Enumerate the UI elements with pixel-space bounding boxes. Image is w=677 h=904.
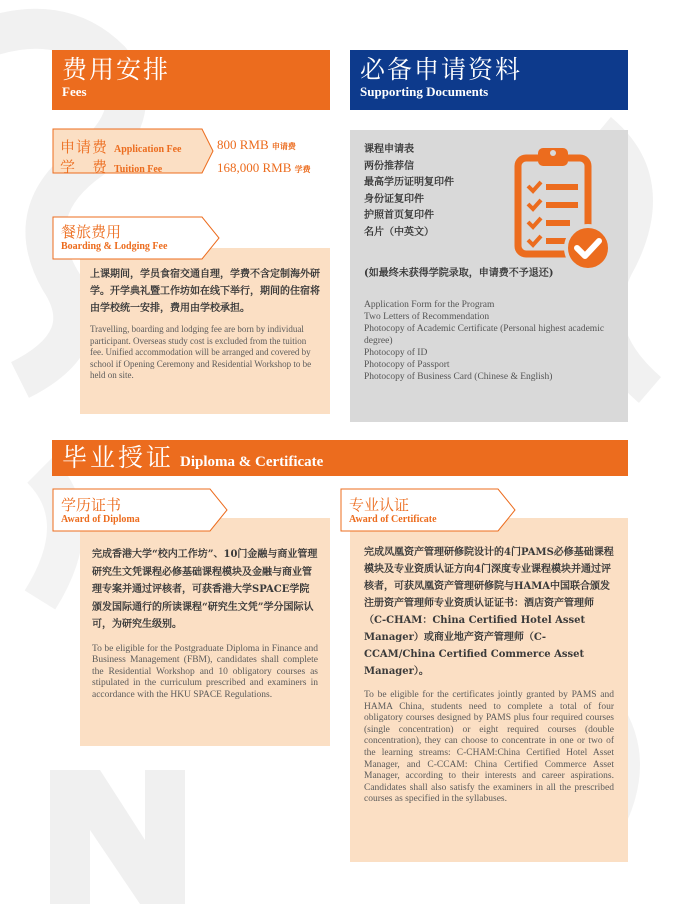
living-body-en: Travelling, boarding and lodging fee are born by individual participant. Overseas study cost is excluded from the tuition fee. Unified accommodation will be arranged and covered by school if Opening Ceremony and Residential Workshop to be held on site. — [90, 324, 312, 380]
award-diploma-body-en: To be eligible for the Postgraduate Diploma in Finance and Business Management (FBM), candidates shall complete the Residential Workshop and 10 obligatory courses as stipulated in the curriculum prescribed and examiners in accordance with the HKU SPACE Regulations. — [92, 643, 318, 700]
tuition-fee-label — [60, 156, 162, 176]
living-title-cn: 餐旅费用 — [61, 223, 122, 241]
award-diploma-title-cn: 学历证书 — [61, 496, 122, 514]
clipboard-checklist-icon — [514, 144, 614, 272]
fees-title-cn: 费用安排 — [62, 55, 171, 84]
diploma-title-en: Diploma & Certificate — [180, 454, 324, 470]
tuition-fee-tag: 学费 — [294, 165, 311, 174]
application-fee-label — [60, 136, 182, 156]
document-item-en: Photocopy of Business Card (Chinese & English) — [364, 372, 553, 382]
living-body-cn: 上课期间，学员食宿交通自理，学费不含定制海外研学。开学典礼暨工作坊如在线下举行，期间的住宿将由学校统一安排，费用由学校承担。 — [90, 269, 320, 314]
document-item-cn: 两份推荐信 — [364, 160, 414, 172]
document-item-cn: 名片（中英文） — [364, 226, 434, 238]
award-certificate-body-cn: 完成凤凰资产管理研修院设计的4门PAMS必修基础课程模块及专业资质认证方向4门深度专业课程模块并通过评核者，可获凤凰资产管理研修院与HAMA中国联合颁发注册资产管理师专业资质认证证书：酒店资产管理师（C-CHAM：China Certified Hotel Asset Manager）或商业地产资产管理师（C-CCAM/China Certified Commerce Asset Manager）。 — [364, 547, 614, 677]
award-diploma-box — [80, 518, 330, 746]
application-fee-label-cn: 申请费 — [60, 138, 109, 156]
award-certificate-box — [350, 518, 628, 862]
documents-note: (如最终未获得学院录取，申请费不予退还) — [364, 268, 554, 279]
fees-title-en: Fees — [62, 84, 87, 99]
award-diploma-body-cn: 完成香港大学“校内工作坊”、10门金融与商业管理研究生文凭课程必修基础课程模块及金融与商业管理专案并通过评核者，可获香港大学SPACE学院颁发国际通行的所读课程“研究生文凭”学分国际认可，为研究生级别。 — [92, 549, 318, 630]
document-item-cn: 课程申请表 — [364, 144, 414, 155]
diploma-banner — [52, 440, 628, 476]
documents-banner — [350, 50, 628, 110]
tuition-fee-value — [217, 160, 311, 176]
documents-title-cn: 必备申请资料 — [360, 55, 523, 84]
diploma-title-cn: 毕业授证 — [62, 443, 175, 472]
tuition-fee-amount: 168,000 RMB — [217, 160, 292, 175]
fees-banner — [52, 50, 330, 110]
document-item-en: Photocopy of Passport — [364, 360, 450, 370]
application-fee-label-en: Application Fee — [114, 144, 182, 155]
fee-section — [52, 128, 330, 196]
document-item-en: Application Form for the Program — [364, 300, 495, 310]
application-fee-value — [217, 137, 296, 153]
document-item-en: Two Letters of Recommendation — [364, 312, 490, 322]
award-diploma-title-en: Award of Diploma — [61, 514, 140, 525]
documents-box — [350, 130, 628, 422]
document-item-cn: 身份证复印件 — [364, 193, 424, 205]
award-certificate-title-en: Award of Certificate — [349, 514, 437, 525]
award-certificate-title-cn: 专业认证 — [349, 496, 410, 514]
document-item-cn: 最高学历证明复印件 — [364, 177, 454, 188]
living-title-en: Boarding & Lodging Fee — [61, 241, 168, 252]
tuition-fee-label-en: Tuition Fee — [114, 164, 163, 175]
application-fee-amount: 800 RMB — [217, 137, 269, 152]
living-expenses-heading — [52, 216, 220, 260]
application-fee-tag: 申请费 — [271, 142, 296, 151]
tuition-fee-label-cn: 学 费 — [60, 158, 109, 176]
document-item-cn: 护照首页复印件 — [364, 210, 434, 221]
documents-title-en: Supporting Documents — [360, 84, 489, 99]
document-item-en: Photocopy of Academic Certificate (Personal highest academic degree) — [364, 324, 605, 346]
documents-list-en — [364, 299, 614, 383]
award-certificate-body-en: To be eligible for the certificates jointly granted by PAMS and HAMA China, students need to complete a total of four obligatory courses designed by PAMS plus four required courses (single concentration) or eight required courses (double concentration), they can choose to concentrate in one or two of the learning streams: C-CHAM:China Certified Hotel Asset Manager, and C-CCAM: China Certified Commerce Asset Manager, according to their interests and career aspirations. Candidates shall also satisfy the examiners in all the prescribed courses as specified in the syllabuses. — [364, 690, 614, 805]
award-diploma-heading — [52, 488, 228, 532]
award-certificate-heading — [340, 488, 516, 532]
living-expenses-box — [80, 248, 330, 414]
document-item-en: Photocopy of ID — [364, 348, 428, 358]
